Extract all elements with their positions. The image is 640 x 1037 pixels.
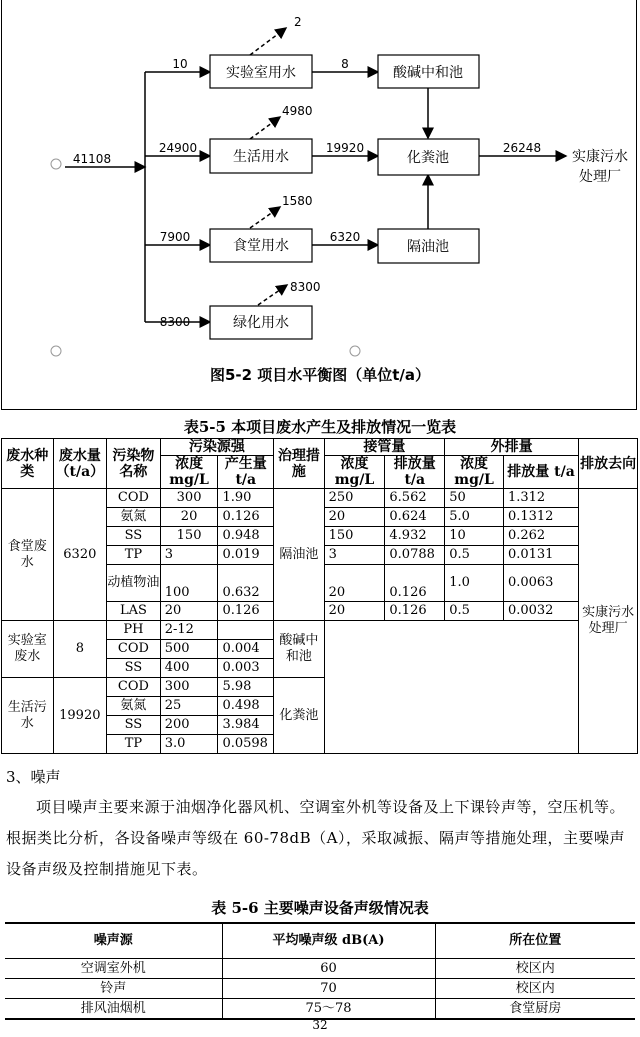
header-source: 污染源强	[160, 439, 273, 456]
cell: 5.0	[445, 508, 504, 527]
cell: 10	[445, 527, 504, 546]
flow-value: 8300	[159, 315, 191, 329]
cell: 4.932	[385, 527, 445, 546]
flow-value: 7900	[159, 230, 191, 244]
box-label: 生活用水	[233, 149, 289, 165]
cell: 500	[160, 640, 218, 659]
cell: 150	[160, 527, 218, 546]
cell: 3.0	[160, 735, 218, 754]
group-measure: 隔油池	[274, 489, 325, 621]
cell: 食堂厨房	[435, 999, 635, 1020]
cell: 0.0788	[385, 546, 445, 565]
header-gen: 产生量t/a	[218, 456, 274, 489]
cell: 0.632	[218, 565, 274, 602]
cell: 0.003	[218, 659, 274, 678]
cell: 60	[222, 959, 435, 979]
cell: 0.5	[445, 546, 504, 565]
cell: 0.624	[385, 508, 445, 527]
cell: 0.0131	[503, 546, 578, 565]
cell: 3	[324, 546, 385, 565]
cell: SS	[107, 659, 161, 678]
cell: 5.98	[218, 678, 274, 697]
flow-value: 4980	[282, 104, 313, 118]
header-conc: 浓度mg/L	[160, 456, 218, 489]
cell: 250	[324, 489, 385, 508]
group-name: 实验室废水	[2, 621, 54, 678]
margin-circle-icon	[51, 346, 61, 356]
cell: 2-12	[160, 621, 218, 640]
flow-value: 26248	[502, 141, 542, 155]
group-name: 食堂废水	[2, 489, 54, 621]
box-label: 绿化用水	[233, 315, 289, 331]
cell: 100	[160, 565, 218, 602]
margin-circle-icon	[350, 346, 360, 356]
destination: 实康污水处理厂	[579, 489, 638, 754]
cell: 300	[160, 489, 218, 508]
header-pollutant: 污染物名称	[107, 439, 161, 489]
cell: 氨氮	[107, 697, 161, 716]
section-paragraph: 项目噪声主要来源于油烟净化器风机、空调室外机等设备及上下课铃声等，空压机等。根据类比分析，各设备噪声等级在 60-78dB（A），采取减振、隔声等措施处理，主要噪声设备声级及控制措施见下表。	[6, 798, 626, 878]
box-label: 酸碱中和池	[393, 65, 463, 81]
cell: 0.948	[218, 527, 274, 546]
header-noise-source: 噪声源	[5, 923, 222, 959]
cell: 动植物油	[107, 565, 161, 602]
flow-value: 8	[341, 57, 349, 71]
cell: 0.262	[503, 527, 578, 546]
wastewater-table	[1, 438, 638, 754]
group-amount: 6320	[53, 489, 107, 621]
flow-value: 2	[294, 15, 302, 29]
cell: 空调室外机	[5, 959, 222, 979]
cell: TP	[107, 546, 161, 565]
header-amount: 废水量（t/a）	[53, 439, 107, 489]
cell: 0.126	[385, 565, 445, 602]
box-label: 化粪池	[407, 150, 449, 166]
cell: 0.004	[218, 640, 274, 659]
flow-value: 1580	[282, 194, 313, 208]
cell: 20	[160, 602, 218, 621]
table-row	[5, 979, 635, 999]
cell: 校区内	[435, 959, 635, 979]
cell: 铃声	[5, 979, 222, 999]
sink-label: 实康污水	[572, 149, 628, 165]
flow-value: 24900	[158, 141, 198, 155]
cell: 0.126	[218, 508, 274, 527]
section-heading: 3、噪声	[6, 768, 61, 786]
table-row	[2, 489, 638, 508]
cell: 150	[324, 527, 385, 546]
cell: 3	[160, 546, 218, 565]
noise-table	[5, 922, 635, 1020]
cell: 75～78	[222, 999, 435, 1020]
cell: 20	[160, 508, 218, 527]
flow-value: 10	[172, 57, 188, 71]
cell: 0.498	[218, 697, 274, 716]
cell: 0.126	[218, 602, 274, 621]
header-noise-level: 平均噪声级 dB(A)	[222, 923, 435, 959]
cell: 0.5	[445, 602, 504, 621]
group-amount: 8	[53, 621, 107, 678]
figure-caption: 图5-2 项目水平衡图（单位t/a）	[209, 366, 431, 384]
cell: COD	[107, 489, 161, 508]
header-ext-amt: 排放量 t/a	[503, 456, 578, 489]
cell: SS	[107, 527, 161, 546]
cell: 0.0032	[503, 602, 578, 621]
margin-circle-icon	[51, 159, 61, 169]
cell: 300	[160, 678, 218, 697]
cell: 1.0	[445, 565, 504, 602]
box-label: 食堂用水	[233, 238, 289, 254]
cell: 0.126	[385, 602, 445, 621]
page-number: 32	[312, 1018, 328, 1032]
cell: 0.0598	[218, 735, 274, 754]
box-label: 隔油池	[407, 239, 449, 255]
cell: 1.90	[218, 489, 274, 508]
table-title: 表 5-6 主要噪声设备声级情况表	[211, 899, 429, 917]
group-name: 生活污水	[2, 678, 54, 754]
cell	[218, 621, 274, 640]
cell: 0.0063	[503, 565, 578, 602]
header-pipe-amt: 排放量t/a	[385, 456, 445, 489]
table-title: 表5-5 本项目废水产生及排放情况一览表	[183, 418, 457, 436]
cell: 校区内	[435, 979, 635, 999]
group-measure: 酸碱中和池	[274, 621, 325, 678]
cell: 70	[222, 979, 435, 999]
flow-value: 8300	[290, 280, 321, 294]
cell: 200	[160, 716, 218, 735]
header-pipe: 接管量	[324, 439, 445, 456]
cell: PH	[107, 621, 161, 640]
flow-value: 19920	[325, 141, 365, 155]
cell: 排风油烟机	[5, 999, 222, 1020]
cell: 20	[324, 602, 385, 621]
cell: 50	[445, 489, 504, 508]
header-ext: 外排量	[445, 439, 579, 456]
flow-value: 41108	[72, 152, 112, 166]
header-measure: 治理措施	[274, 439, 325, 489]
cell: 20	[324, 565, 385, 602]
cell: COD	[107, 640, 161, 659]
group-amount: 19920	[53, 678, 107, 754]
cell: 0.1312	[503, 508, 578, 527]
header-dest: 排放去向	[579, 439, 638, 489]
group-measure: 化粪池	[274, 678, 325, 754]
header-type: 废水种类	[2, 439, 54, 489]
table-row	[5, 959, 635, 979]
cell: 0.019	[218, 546, 274, 565]
cell: 3.984	[218, 716, 274, 735]
cell: TP	[107, 735, 161, 754]
header-pipe-conc: 浓度mg/L	[324, 456, 385, 489]
cell: COD	[107, 678, 161, 697]
cell: 20	[324, 508, 385, 527]
box-label: 实验室用水	[226, 65, 296, 81]
cell: 25	[160, 697, 218, 716]
empty-block	[324, 621, 579, 754]
sink-label: 处理厂	[579, 169, 621, 185]
cell: LAS	[107, 602, 161, 621]
cell: 氨氮	[107, 508, 161, 527]
cell: SS	[107, 716, 161, 735]
cell: 1.312	[503, 489, 578, 508]
flow-value: 6320	[329, 230, 361, 244]
table-row	[5, 999, 635, 1020]
cell: 400	[160, 659, 218, 678]
cell: 6.562	[385, 489, 445, 508]
water-balance-diagram	[0, 0, 640, 360]
header-ext-conc: 浓度mg/L	[445, 456, 504, 489]
table-row	[2, 621, 638, 640]
header-location: 所在位置	[435, 923, 635, 959]
